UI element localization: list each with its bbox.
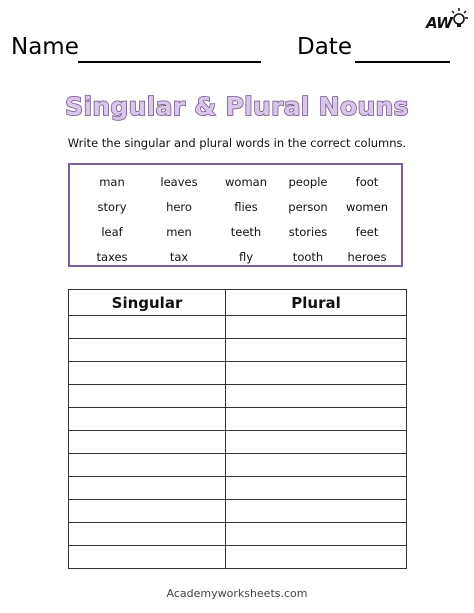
singular-answer-cell[interactable] <box>69 500 226 523</box>
word-bank-item: stories <box>288 225 328 239</box>
plural-answer-cell[interactable] <box>226 385 407 408</box>
word-bank-item: foot <box>355 175 379 189</box>
answer-table <box>68 289 407 569</box>
word-bank-item: fly <box>238 250 254 264</box>
singular-answer-cell[interactable] <box>69 408 226 431</box>
word-bank-item: flies <box>234 200 258 214</box>
plural-answer-cell[interactable] <box>226 500 407 523</box>
singular-column-header: Singular <box>69 290 226 316</box>
singular-answer-cell[interactable] <box>69 362 226 385</box>
word-bank-item: men <box>166 225 192 239</box>
plural-answer-cell[interactable] <box>226 316 407 339</box>
singular-answer-cell[interactable] <box>69 339 226 362</box>
plural-answer-cell[interactable] <box>226 362 407 385</box>
plural-answer-cell[interactable] <box>226 523 407 546</box>
singular-answer-cell[interactable] <box>69 431 226 454</box>
instructions: Write the singular and plural words in the correct columns. <box>67 136 407 150</box>
word-bank-item: tax <box>169 250 189 264</box>
plural-answer-cell[interactable] <box>226 477 407 500</box>
table-row <box>69 339 407 362</box>
plural-answer-cell[interactable] <box>226 339 407 362</box>
word-bank-item: women <box>345 200 389 214</box>
word-bank-item: woman <box>225 175 267 189</box>
worksheet-title: Singular & Plural Nouns <box>65 92 409 121</box>
plural-answer-cell[interactable] <box>226 408 407 431</box>
singular-answer-cell[interactable] <box>69 477 226 500</box>
table-row <box>69 385 407 408</box>
table-row <box>69 477 407 500</box>
table-row <box>69 500 407 523</box>
table-row <box>69 316 407 339</box>
footer-source: Academyworksheets.com <box>166 587 308 600</box>
date-label: Date <box>297 34 352 60</box>
table-row <box>69 362 407 385</box>
table-row <box>69 454 407 477</box>
word-bank-item: man <box>99 175 125 189</box>
word-bank <box>68 163 403 267</box>
singular-answer-cell[interactable] <box>69 523 226 546</box>
word-bank-item: teeth <box>230 225 262 239</box>
singular-answer-cell[interactable] <box>69 546 226 569</box>
lightbulb-icon <box>450 8 468 30</box>
name-field[interactable] <box>78 61 261 63</box>
date-field[interactable] <box>355 61 450 63</box>
word-bank-item: taxes <box>96 250 128 264</box>
word-bank-item: leaves <box>160 175 198 189</box>
plural-answer-cell[interactable] <box>226 454 407 477</box>
table-row <box>69 546 407 569</box>
plural-answer-cell[interactable] <box>226 431 407 454</box>
table-row <box>69 408 407 431</box>
word-bank-item: people <box>288 175 328 189</box>
word-bank-item: feet <box>355 225 379 239</box>
name-label: Name <box>11 34 79 60</box>
singular-answer-cell[interactable] <box>69 316 226 339</box>
word-bank-item: leaf <box>101 225 123 239</box>
singular-answer-cell[interactable] <box>69 454 226 477</box>
word-bank-item: heroes <box>347 250 387 264</box>
plural-column-header: Plural <box>226 290 407 316</box>
table-header-row <box>69 290 407 316</box>
plural-answer-cell[interactable] <box>226 546 407 569</box>
table-row <box>69 523 407 546</box>
word-bank-item: person <box>288 200 328 214</box>
word-bank-item: hero <box>166 200 192 214</box>
logo-text: AW <box>426 14 453 32</box>
word-bank-item: story <box>97 200 127 214</box>
academy-worksheets-logo <box>426 8 470 36</box>
table-row <box>69 431 407 454</box>
word-bank-item: tooth <box>292 250 324 264</box>
singular-answer-cell[interactable] <box>69 385 226 408</box>
